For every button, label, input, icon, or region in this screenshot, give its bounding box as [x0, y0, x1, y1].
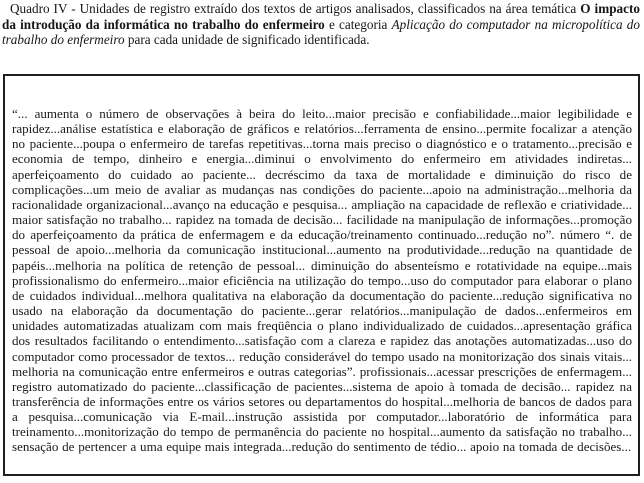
registry-units-quote-text: “... aumenta o número de observações à beira do leito...maior precisão e confiabilidade...maior legibilidade e rapidez...análise estatística e elaboração de gráficos e relatórios...ferramenta de ensino...permite focalizar a atenção no paciente...poupa o enfermeiro de tarefas repetitivas...torna mais preciso o diagnóstico e o tratamento...precisão e economia de tempo, dinheiro e energia...diminui o envolvimento do enfermeiro em atividades indiretas... aperfeiçoamento do cuidado ao paciente... decréscimo da taxa de mortalidade e diminuição do risco de complicações...um meio de avaliar as mudanças nas condições do paciente...apoio na administração...melhoria da racionalidade organizacional...avanço na educação e pesquisa... ampliação na capacidade de reflexão e criatividade... maior satisfação no trabalho... rapidez na tomada de decisão... facilidade na manipulação de informações...promoção do aperfeiçoamento da prática de enfermagem e da educação/treinamento continuado...redução no”. número “. de pessoal de apoio...melhoria da comunicação institucional...aumento na produtividade...redução na quantidade de papéis...melhoria na política de retenção de pessoal... diminuição do absenteísmo e rotatividade na equipe...mais profissionalismo do enfermeiro...maior eficiência na utilização do tempo...uso do computador para elaborar o plano de cuidados individual...melhora qualitativa na elaboração da documentação do paciente...redução significativa no usado na elaboração da documentação do paciente...gerar relatórios...manipulação de dados...enfermeiros em unidades automatizadas atualizam com mais freqüência o plano individualizado de cuidados...apresentação gráfica dos resultados facilitando o entendimento...satisfação com a clareza e rapidez das anotações automatizadas...uso do computador como processador de textos... redução considerável do tempo usado na monitorização dos sinais vitais... melhoria na comunicação entre enfermeiros e outras categorias”. profissionais...acessar prescrições de enfermagem... registro automatizado do paciente...classificação de pacientes...sistema de apoio à tomada de decisão... rapidez na transferência de informações entre os vários setores ou departamentos do hospital...melhoria de bancos de dados para a pesquisa...comunicação via E-mail...instrução assistida por computador...laboratório de informática para treinamento...monitorização do tempo de permanência do paciente no hospital...aumento da satisfação no trabalho... sensação de pertencer a uma equipe mais integrada...redução do sentimento de tédio... apoio na tomada de decisões... — [12, 106, 632, 455]
registry-units-quote-box — [3, 74, 640, 476]
caption-segment-tail: para cada unidade de significado identificada. — [124, 32, 370, 48]
caption-segment-lead: Quadro IV - Unidades de registro extraído dos textos de artigos analisados, classificados na área temática — [10, 1, 581, 16]
table-caption — [2, 1, 640, 48]
caption-segment-connector: e categoria — [324, 16, 392, 32]
caption-segment-category-italic: Aplicação do computador na micropolítica do trabalho do enfermeiro — [2, 16, 640, 48]
caption-segment-theme-bold: O impacto da introdução da informática no trabalho do enfermeiro — [2, 1, 640, 32]
